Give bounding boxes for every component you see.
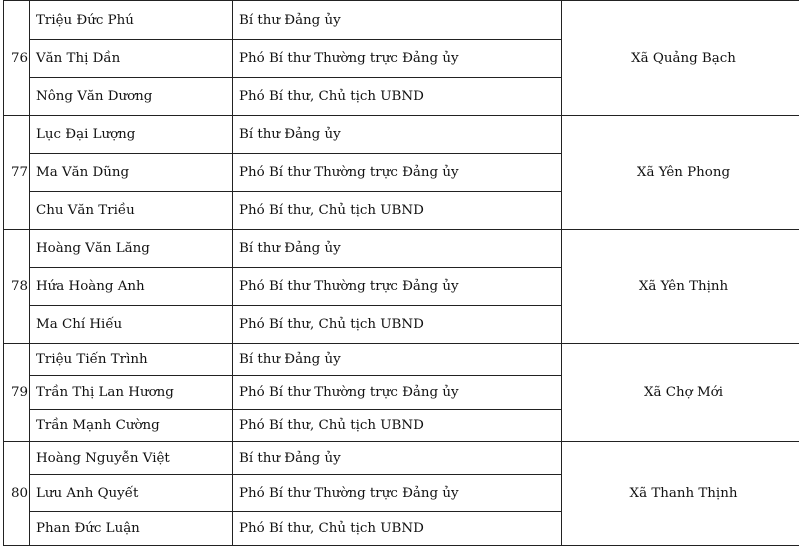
row-number: 76 bbox=[4, 1, 30, 116]
row-number: 79 bbox=[4, 344, 30, 442]
row-number: 77 bbox=[4, 116, 30, 230]
official-name: Triệu Đức Phú bbox=[30, 1, 233, 40]
official-name: Lục Đại Lượng bbox=[30, 116, 233, 154]
official-position: Bí thư Đảng ủy bbox=[233, 344, 562, 376]
official-name: Ma Chí Hiếu bbox=[30, 306, 233, 344]
official-position: Bí thư Đảng ủy bbox=[233, 230, 562, 268]
official-position: Phó Bí thư Thường trực Đảng ủy bbox=[233, 475, 562, 512]
official-name: Trần Thị Lan Hương bbox=[30, 376, 233, 410]
official-name: Nông Văn Dương bbox=[30, 78, 233, 116]
official-position: Phó Bí thư Thường trực Đảng ủy bbox=[233, 154, 562, 192]
official-position: Phó Bí thư, Chủ tịch UBND bbox=[233, 78, 562, 116]
unit-name: Xã Chợ Mới bbox=[562, 344, 799, 442]
unit-name: Xã Quảng Bạch bbox=[562, 1, 799, 116]
row-number: 80 bbox=[4, 442, 30, 546]
table-row bbox=[4, 1, 799, 40]
official-position: Phó Bí thư Thường trực Đảng ủy bbox=[233, 376, 562, 410]
official-position: Phó Bí thư Thường trực Đảng ủy bbox=[233, 40, 562, 78]
unit-name: Xã Yên Thịnh bbox=[562, 230, 799, 344]
official-position: Phó Bí thư, Chủ tịch UBND bbox=[233, 512, 562, 546]
official-name: Phan Đức Luận bbox=[30, 512, 233, 546]
official-name: Triệu Tiến Trình bbox=[30, 344, 233, 376]
unit-name: Xã Thanh Thịnh bbox=[562, 442, 799, 546]
official-position: Phó Bí thư, Chủ tịch UBND bbox=[233, 410, 562, 442]
table-row bbox=[4, 230, 799, 268]
official-name: Hoàng Văn Lăng bbox=[30, 230, 233, 268]
official-position: Phó Bí thư Thường trực Đảng ủy bbox=[233, 268, 562, 306]
unit-name: Xã Yên Phong bbox=[562, 116, 799, 230]
officials-table bbox=[3, 0, 799, 546]
official-position: Bí thư Đảng ủy bbox=[233, 1, 562, 40]
official-name: Chu Văn Triều bbox=[30, 192, 233, 230]
table-row bbox=[4, 442, 799, 475]
table-row bbox=[4, 116, 799, 154]
official-name: Lưu Anh Quyết bbox=[30, 475, 233, 512]
official-name: Hoàng Nguyễn Việt bbox=[30, 442, 233, 475]
row-number: 78 bbox=[4, 230, 30, 344]
official-position: Bí thư Đảng ủy bbox=[233, 442, 562, 475]
official-name: Hứa Hoàng Anh bbox=[30, 268, 233, 306]
official-name: Trần Mạnh Cường bbox=[30, 410, 233, 442]
table-row bbox=[4, 344, 799, 376]
official-name: Ma Văn Dũng bbox=[30, 154, 233, 192]
official-position: Phó Bí thư, Chủ tịch UBND bbox=[233, 192, 562, 230]
official-position: Phó Bí thư, Chủ tịch UBND bbox=[233, 306, 562, 344]
official-name: Văn Thị Dần bbox=[30, 40, 233, 78]
official-position: Bí thư Đảng ủy bbox=[233, 116, 562, 154]
